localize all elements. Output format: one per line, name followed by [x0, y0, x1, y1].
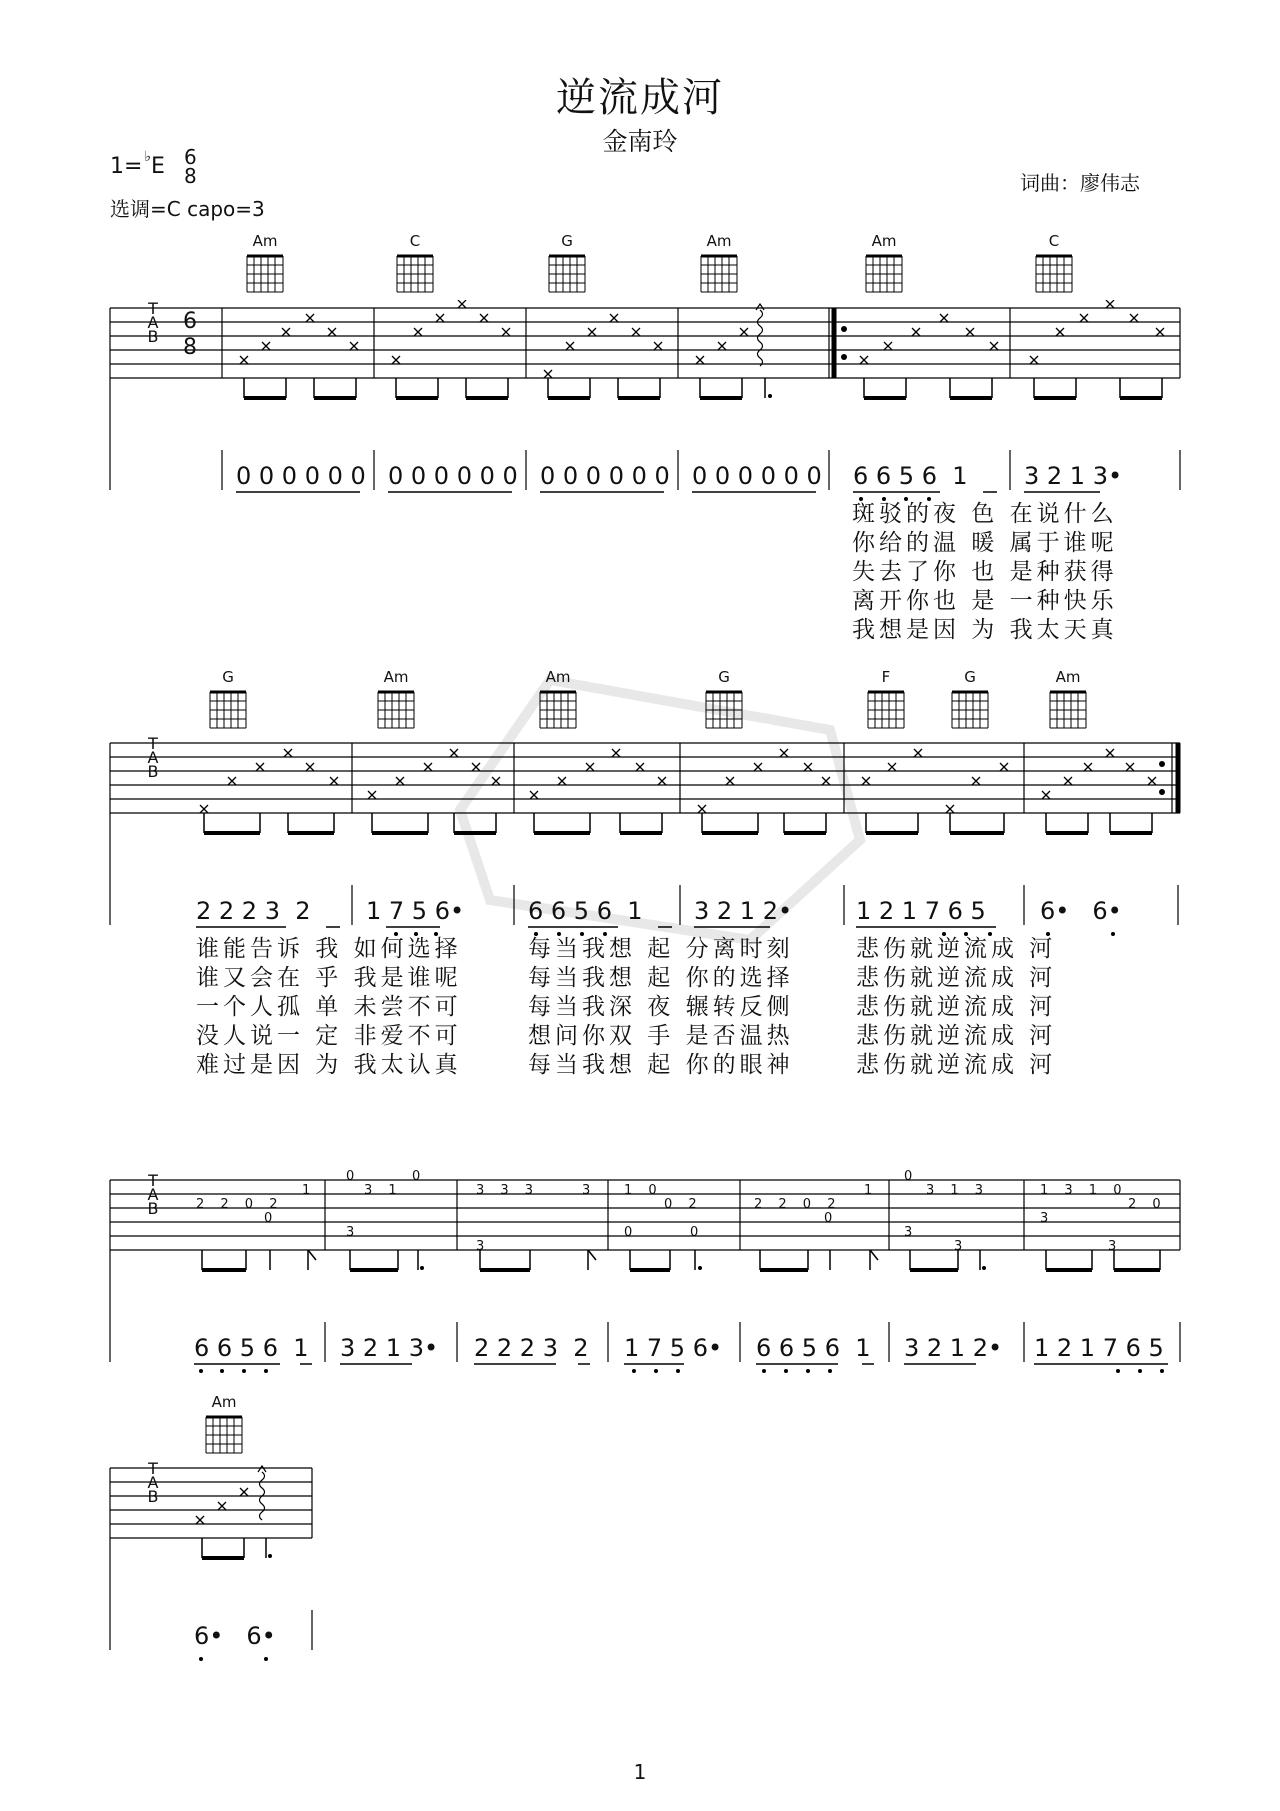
tab-clef-t: T — [148, 1459, 158, 1478]
lyric-line: 悲伤就逆流成 河 — [856, 965, 1057, 991]
tab-fret-number: 0 — [346, 1169, 355, 1184]
tab-fret-number: 0 — [824, 1211, 833, 1226]
tab-clef — [146, 299, 160, 346]
jianpu-measure: 1 2 1 7 6 5 — [856, 897, 986, 925]
chord-name: Am — [211, 1393, 237, 1411]
chord-grid-icon — [697, 246, 741, 306]
lyric-line: 失去了你 也 是种获得 — [852, 559, 1118, 585]
chord-name: Am — [545, 668, 571, 686]
song-title: 逆流成河 — [556, 75, 724, 121]
tab-fret-group: 0 2 — [664, 1197, 703, 1212]
key-prefix: 1= — [110, 154, 143, 179]
tab-fret-number: 3 — [346, 1225, 355, 1240]
tab-fret-number: 0 — [904, 1169, 913, 1184]
tab-staff — [0, 1460, 1280, 1660]
tab-clef-t: T — [148, 734, 158, 753]
chord-name: G — [222, 668, 234, 686]
tab-clef-b: B — [147, 1199, 159, 1218]
tab-clef-b: B — [147, 762, 159, 781]
lyric-line: 悲伤就逆流成 河 — [856, 1052, 1057, 1078]
lyric-line: 难过是因 为 我太认真 — [196, 1052, 462, 1078]
lyric-line: 悲伤就逆流成 河 — [856, 936, 1057, 962]
jianpu-measure: 3 2 1 3• — [340, 1334, 439, 1362]
lyric-line: 谁能告诉 我 如何选择 — [196, 936, 462, 962]
chord-name: Am — [706, 232, 732, 250]
tab-fret-number: 3 — [476, 1239, 485, 1254]
tab-clef-b: B — [147, 1487, 159, 1506]
lyric-line: 每当我想 起 你的眼神 — [528, 1052, 794, 1078]
tab-clef-a: A — [147, 748, 159, 767]
chord-name: G — [718, 668, 730, 686]
tab-fret-number: 3 — [1108, 1239, 1117, 1254]
tab-clef — [146, 1459, 160, 1506]
page-number: 1 — [633, 1760, 647, 1784]
chord-name: F — [881, 668, 891, 686]
lyric-line: 一个人孤 单 未尝不可 — [196, 994, 462, 1020]
time-numerator: 6 — [183, 145, 197, 169]
key-note: E — [151, 154, 165, 179]
time-denominator: 8 — [183, 164, 197, 188]
tab-fret-group: 2 2 0 2 — [196, 1197, 284, 1212]
chord-name: C — [409, 232, 421, 250]
tab-fret-number: 0 — [264, 1211, 273, 1226]
lyric-line: 斑驳的夜 色 在说什么 — [852, 501, 1118, 527]
chord-name: G — [964, 668, 976, 686]
jianpu-measure: 1 2 1 7 6 5 — [1034, 1334, 1164, 1362]
chord-name: G — [561, 232, 573, 250]
jianpu-measure: 1 7 5 6• — [366, 897, 465, 925]
tab-fret-number: 1 — [302, 1183, 311, 1198]
tab-fret-group: 2 0 — [1128, 1197, 1167, 1212]
chord-grid-icon — [206, 682, 250, 742]
chord-name: Am — [871, 232, 897, 250]
jianpu-measure: 6• 6• — [1040, 897, 1122, 925]
tab-fret-number: 3 — [1040, 1211, 1049, 1226]
jianpu-measure: 3 2 1 2• — [694, 897, 793, 925]
jianpu-measure: 3 2 1 3• — [1024, 462, 1123, 490]
flat-symbol: ♭ — [144, 149, 152, 165]
jianpu-measure: 6 6 5 6 1 — [528, 897, 643, 925]
jianpu-measure: 2 2 2 3 2 — [196, 897, 311, 925]
jianpu-measure: 6 6 5 6 1 — [194, 1334, 309, 1362]
tab-fret-group: 2 2 0 2 — [754, 1197, 842, 1212]
tab-fret-number: 3 — [954, 1239, 963, 1254]
jianpu-measure: 1 7 5 6• — [624, 1334, 723, 1362]
tab-fret-group: 1 0 — [624, 1183, 663, 1198]
tab-clef-a: A — [147, 1473, 159, 1492]
jianpu-measure: 3 2 1 2• — [904, 1334, 1003, 1362]
lyric-line: 悲伤就逆流成 河 — [856, 1023, 1057, 1049]
lyric-line: 悲伤就逆流成 河 — [856, 994, 1057, 1020]
jianpu-measure: 6 6 5 6 1 — [756, 1334, 871, 1362]
tab-time-num: 6 — [183, 309, 197, 334]
key-signature — [110, 145, 197, 188]
tab-clef-b: B — [147, 327, 159, 346]
chord-name: Am — [383, 668, 409, 686]
lyric-line: 没人说一 定 非爱不可 — [196, 1023, 462, 1049]
chord-grid-icon — [864, 682, 908, 742]
tab-fret-group: 3 1 3 — [926, 1183, 990, 1198]
tab-fret-number: 0 — [690, 1225, 699, 1240]
tab-clef-t: T — [148, 299, 158, 318]
tab-fret-number: 3 — [582, 1183, 591, 1198]
tab-fret-number: 0 — [624, 1225, 633, 1240]
chord-grid-icon — [536, 682, 580, 742]
tab-clef-t: T — [148, 1171, 158, 1190]
chord-grid-icon — [948, 682, 992, 742]
tab-clef — [146, 1171, 160, 1218]
chord-name: Am — [252, 232, 278, 250]
lyric-line: 每当我深 夜 辗转反侧 — [528, 994, 794, 1020]
jianpu-measure: 0 0 0 0 0 0 — [540, 462, 670, 490]
tab-time-den: 8 — [183, 335, 197, 360]
tab-time-signature — [183, 309, 197, 361]
jianpu-measure: 6 6 5 6 1 — [853, 462, 968, 490]
chord-grid-icon — [374, 682, 418, 742]
lyric-line: 想问你双 手 是否温热 — [528, 1023, 794, 1049]
song-artist: 金南玲 — [602, 127, 678, 156]
tab-fret-group: 1 3 1 0 — [1040, 1183, 1128, 1198]
lyric-line: 你给的温 暖 属于谁呢 — [852, 530, 1118, 556]
lyric-line: 每当我想 起 分离时刻 — [528, 936, 794, 962]
chord-grid-icon — [393, 246, 437, 306]
lyric-line: 每当我想 起 你的选择 — [528, 965, 794, 991]
tab-clef-a: A — [147, 313, 159, 332]
underline-marks — [0, 1650, 400, 1664]
lyric-line: 谁又会在 乎 我是谁呢 — [196, 965, 462, 991]
jianpu-measure: 0 0 0 0 0 0 — [692, 462, 822, 490]
chord-grid-icon — [243, 246, 287, 306]
chord-grid-icon — [862, 246, 906, 306]
underline-marks — [0, 1362, 1280, 1376]
jianpu-measure: 0 0 0 0 0 0 — [388, 462, 518, 490]
jianpu-measure: 0 0 0 0 0 0 — [236, 462, 366, 490]
tab-fret-number: 0 — [412, 1169, 421, 1184]
jianpu-measure: 6• 6• — [194, 1622, 276, 1650]
chord-name: C — [1048, 232, 1060, 250]
tab-fret-group: 3 1 — [364, 1183, 403, 1198]
composer-credit: 词曲：廖伟志 — [1020, 171, 1140, 195]
chord-grid-icon — [702, 682, 746, 742]
tab-fret-group: 3 3 3 — [476, 1183, 540, 1198]
lyric-line: 我想是因 为 我太天真 — [852, 617, 1118, 643]
lyric-line: 离开你也 是 一种快乐 — [852, 588, 1118, 614]
time-signature — [183, 145, 197, 188]
tab-clef-a: A — [147, 1185, 159, 1204]
jianpu-measure: 2 2 2 3 2 — [474, 1334, 589, 1362]
chord-grid-icon — [202, 1407, 246, 1467]
chord-grid-icon — [1046, 682, 1090, 742]
chord-name: Am — [1055, 668, 1081, 686]
tab-fret-number: 1 — [864, 1183, 873, 1198]
capo-info: 选调=C capo=3 — [110, 197, 265, 221]
chord-grid-icon — [545, 246, 589, 306]
tab-fret-number: 3 — [904, 1225, 913, 1240]
chord-grid-icon — [1032, 246, 1076, 306]
tab-clef — [146, 734, 160, 781]
